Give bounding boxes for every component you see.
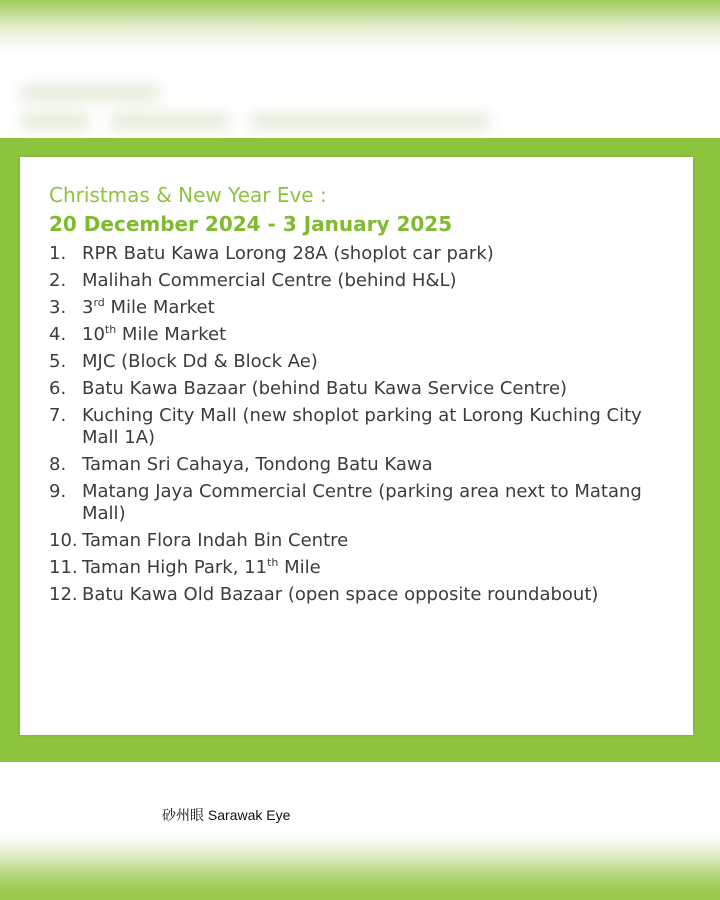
item-number: 9. [49, 481, 67, 502]
item-number: 8. [49, 454, 67, 475]
item-text: Mile Market [116, 324, 227, 345]
list-item [49, 481, 679, 525]
item-ordinal: Taman High Park, 11 [82, 557, 268, 578]
list-item [49, 351, 679, 373]
item-number: 4. [49, 324, 67, 345]
list-item [49, 297, 679, 319]
item-text: Mile Market [104, 297, 215, 318]
date-range: 20 December 2024 - 3 January 2025 [49, 212, 453, 236]
item-number: 3. [49, 297, 67, 318]
item-ordinal: 10 [82, 324, 105, 345]
item-text: MJC (Block Dd & Block Ae) [82, 351, 318, 372]
item-number: 5. [49, 351, 67, 372]
item-text: Taman Sri Cahaya, Tondong Batu Kawa [82, 454, 433, 475]
list-item [49, 324, 679, 346]
item-number: 1. [49, 243, 67, 264]
item-ordinal-suffix: rd [93, 296, 105, 309]
green-frame [0, 138, 720, 762]
list-item [49, 584, 679, 606]
item-text: Batu Kawa Bazaar (behind Batu Kawa Service Centre) [82, 378, 568, 399]
top-gradient-band [0, 0, 720, 138]
list-item [49, 378, 679, 400]
item-text: Matang Jaya Commercial Centre (parking area next to Matang Mall) [82, 481, 642, 524]
list-item [49, 243, 679, 265]
list-item [49, 454, 679, 476]
item-number: 7. [49, 405, 67, 426]
item-number: 2. [49, 270, 67, 291]
item-text: RPR Batu Kawa Lorong 28A (shoplot car park) [82, 243, 494, 264]
item-text: Taman Flora Indah Bin Centre [82, 530, 349, 551]
item-text: Kuching City Mall (new shoplot parking at Lorong Kuching City Mall 1A) [82, 405, 642, 448]
item-text: Malihah Commercial Centre (behind H&L) [82, 270, 457, 291]
card-heading: Christmas & New Year Eve : [49, 183, 327, 207]
list-item [49, 270, 679, 292]
bottom-gradient-band [0, 762, 720, 900]
list-item [49, 405, 679, 449]
list-item [49, 530, 679, 552]
source-caption: 砂州眼 Sarawak Eye [162, 807, 291, 823]
item-text: Mile [278, 557, 321, 578]
item-text: Batu Kawa Old Bazaar (open space opposite roundabout) [82, 584, 599, 605]
blurred-header-text [20, 75, 500, 135]
list-item [49, 557, 679, 579]
item-number: 10. [49, 530, 78, 551]
item-number: 11. [49, 557, 78, 578]
item-number: 12. [49, 584, 78, 605]
schedule-card [20, 157, 693, 735]
item-ordinal-suffix: th [267, 556, 279, 569]
item-number: 6. [49, 378, 67, 399]
item-ordinal: 3 [82, 297, 94, 318]
location-list [49, 243, 679, 611]
item-ordinal-suffix: th [104, 323, 117, 336]
